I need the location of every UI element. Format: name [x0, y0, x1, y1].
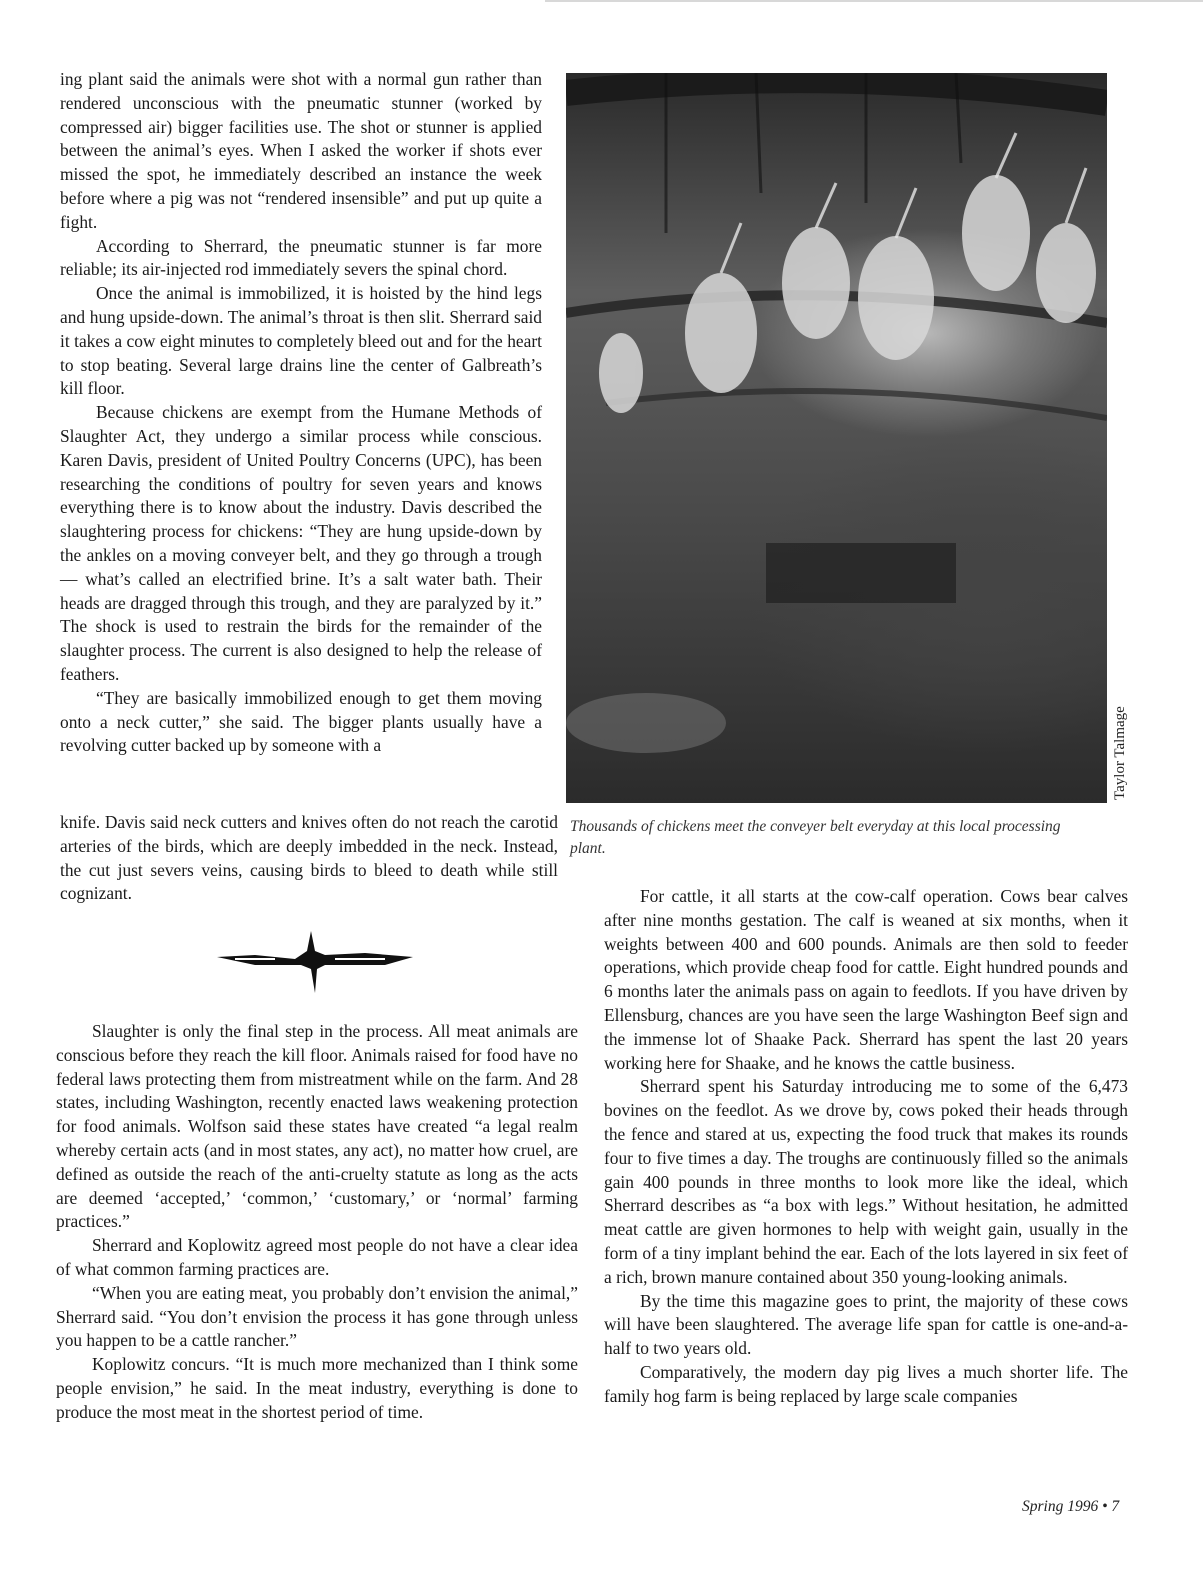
- chicken-processing-photo: [566, 73, 1107, 803]
- paragraph: “They are basically immobilized enough to get them moving onto a neck cutter,” she said. The bigger plants usually have a revolving cutter backed up by someone with a: [60, 687, 542, 756]
- paragraph: knife. Davis said neck cutters and knives often do not reach the carotid arteries of the birds, which are deeply imbedded in the neck. Instead, the cut just severs veins, causing birds to bleed to death while still cognizant.: [60, 812, 558, 904]
- article-column-right: [604, 885, 1128, 1409]
- photo-caption: Thousands of chickens meet the conveyer belt everyday at this local processing plant.: [570, 818, 1061, 857]
- photo-illustration: [566, 73, 1107, 803]
- paragraph: Once the animal is immobilized, it is hoisted by the hind legs and hung upside-down. The animal’s throat is then slit. Sherrard said it takes a cow eight minutes to completely bleed out and for the heart to stop beating. Several large drains line the center of Galbreath’s kill floor.: [60, 283, 542, 399]
- article-column-left-top: [60, 68, 542, 758]
- paragraph: Because chickens are exempt from the Humane Methods of Slaughter Act, they undergo a similar process while conscious. Karen Davis, president of United Poultry Concerns (UPC), has been researching the conditions of poultry for seven years and knows everything there is to know about the industry. Davis described the slaughtering process for chickens: “They are hung upside-down by the ankles on a moving conveyer belt, and they go through a trough — what’s called an electrified brine. It’s a salt water bath. Their heads are dragged through this trough, and they are paralyzed by it.” The shock is used to restrain the birds for the remainder of the slaughter process. The current is also designed to help the release of feathers.: [60, 402, 542, 684]
- article-column-left-bottom: [56, 1020, 578, 1425]
- paragraph: “When you are eating meat, you probably don’t envision the animal,” Sherrard said. “You don’t envision the process it has gone through unless you happen to be a cattle rancher.”: [56, 1282, 578, 1351]
- paragraph: ing plant said the animals were shot with a normal gun rather than rendered unconscious with the pneumatic stunner (worked by compressed air) bigger facilities use. The shot or stunner is applied between the animal’s eyes. When I asked the worker if shots ever missed the spot, he immediately described an instance the week before where a pig was not “rendered insensible” and put up quite a fight.: [60, 69, 542, 232]
- paragraph: For cattle, it all starts at the cow-calf operation. Cows bear calves after nine months gestation. The calf is weaned at six months, when it weights between 400 and 600 pounds. Animals are then sold to feeder operations, which provide cheap food for cattle. Eight hundred pounds and 6 months later the animals pass on again to feedlots. If you have driven by Ellensburg, chances are you have seen the large Washington Beef sign and the immense lot of Shaake Pack. Sherrard has spent the last 20 years working here for Shaake, and he knows the cattle business.: [604, 886, 1128, 1073]
- paragraph: Comparatively, the modern day pig lives a much shorter life. The family hog farm is being replaced by large scale companies: [604, 1361, 1128, 1406]
- paragraph: Sherrard and Koplowitz agreed most people do not have a clear idea of what common farming practices are.: [56, 1235, 578, 1279]
- article-column-left-wide: [60, 811, 558, 906]
- paragraph: By the time this magazine goes to print, the majority of these cows will have been slaughtered. The average life span for cattle is one-and-a-half to two years old.: [604, 1290, 1128, 1359]
- page-folio: Spring 1996 • 7: [1022, 1498, 1120, 1515]
- paragraph: Slaughter is only the final step in the process. All meat animals are conscious before they reach the kill floor. Animals raised for food have no federal laws protecting them from mistreatment while on the farm. And 28 states, including Washington, recently enacted laws weakening protection for food animals. Wolfson said these states have created “a legal realm whereby certain acts (and in most states, any act), no matter how cruel, are defined as outside the reach of the anti-cruelty statute as long as the acts are deemed ‘accepted,’ ‘common,’ ‘customary,’ or ‘normal’ farming practices.”: [56, 1021, 578, 1232]
- paragraph: Koplowitz concurs. “It is much more mechanized than I think some people envision,” he said. In the meat industry, everything is done to produce the most meat in the shortest period of time.: [56, 1354, 578, 1422]
- photo-credit: Taylor Talmage: [1112, 706, 1128, 800]
- section-break-ornament: [215, 925, 415, 995]
- paragraph: Sherrard spent his Saturday introducing me to some of the 6,473 bovines on the feedlot. As we drove by, cows poked their heads through the fence and stared at us, expecting the food truck that makes its rounds four to five times a day. The troughs are continuously filled so the animals gain 400 pounds in three months to look more like the ideal, which Sherrard describes as “a box with legs.” Without hesitation, he admitted meat cattle are given hormones to help with weight gain, usually in the form of a tiny implant behind the ear. Each of the lots layered in six feet of a rich, brown manure contained about 350 young-looking animals.: [604, 1076, 1128, 1287]
- paragraph: According to Sherrard, the pneumatic stunner is far more reliable; its air-injected rod immediately severs the spinal chord.: [60, 235, 542, 280]
- top-rule: [545, 0, 1203, 2]
